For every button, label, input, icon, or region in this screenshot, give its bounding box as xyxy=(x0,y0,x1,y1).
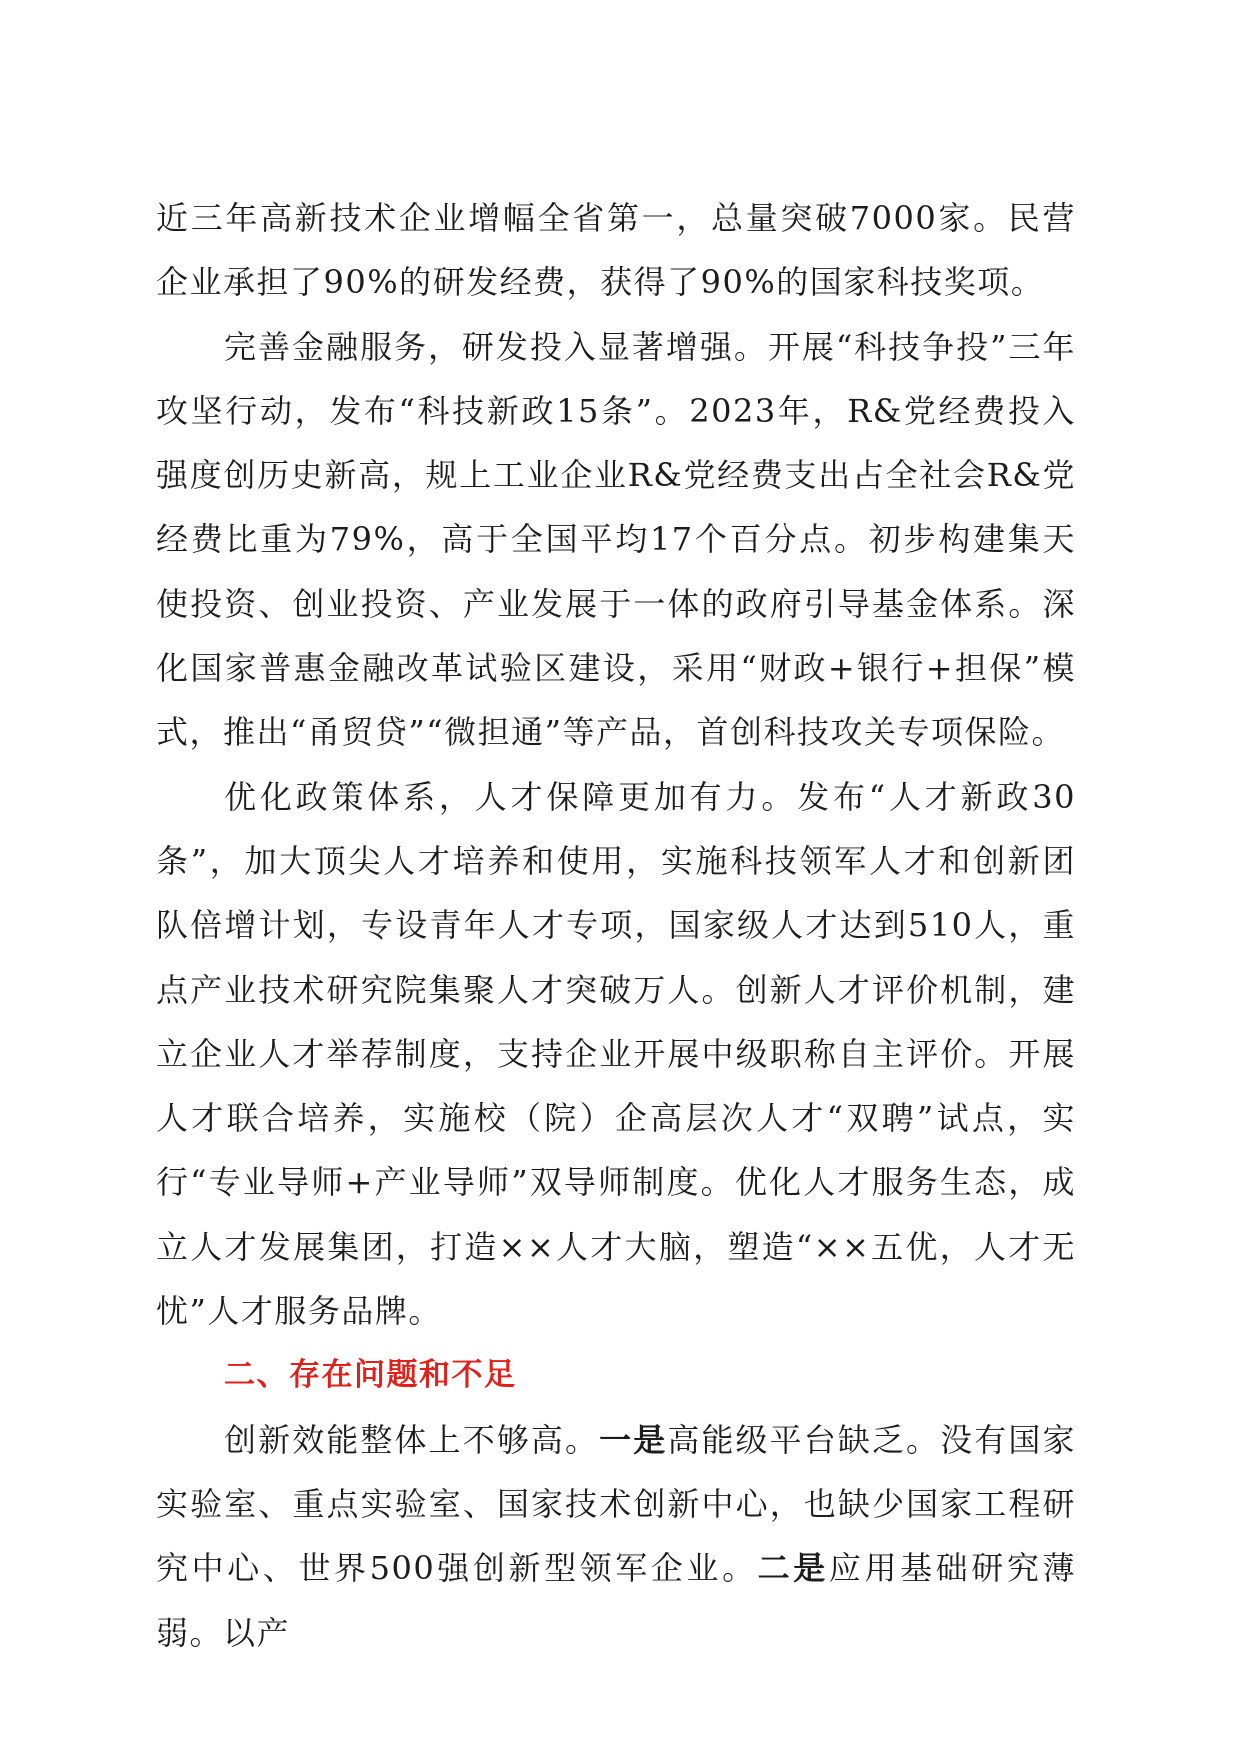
paragraph-enterprises: 近三年高新技术企业增幅全省第一，总量突破7000家。民营企业承担了90%的研发经费，获得了90%的国家科技奖项。 xyxy=(156,199,1076,302)
paragraph-text-segment: 应用基础研究薄弱。以产 xyxy=(156,1549,1076,1652)
paragraph-financial-services: 完善金融服务，研发投入显著增强。开展“科技争投”三年攻坚行动，发布“科技新政15条”。2023年，R&党经费投入强度创历史新高，规上工业企业R&党经费支出占全社会R&党经费比重为79%，高于全国平均17个百分点。初步构建集天使投资、创业投资、产业发展于一体的政府引导基金体系。深化国家普惠金融改革试验区建设，采用“财政+银行+担保”模式，推出“甬贸贷”“微担通”等产品，首创科技攻关专项保险。 xyxy=(156,327,1076,752)
paragraph-text-segment: 高能级平台缺乏。没有国家实验室、重点实验室、国家技术创新中心，也缺少国家工程研究中心、世界500强创新型领军企业。 xyxy=(156,1420,1076,1588)
emphasis-second: 二是 xyxy=(757,1549,829,1588)
paragraph-innovation-efficiency xyxy=(156,1408,1076,1665)
paragraph-talent-policy: 优化政策体系，人才保障更加有力。发布“人才新政30条”，加大顶尖人才培养和使用，实施科技领军人才和创新团队倍增计划，专设青年人才专项，国家级人才达到510人，重点产业技术研究院集聚人才突破万人。创新人才评价机制，建立企业人才举荐制度，支持企业开展中级职称自主评价。开展人才联合培养，实施校（院）企高层次人才“双聘”试点，实行“专业导师+产业导师”双导师制度。优化人才服务生态，成立人才发展集团，打造××人才大脑，塑造“××五优，人才无忧”人才服务品牌。 xyxy=(156,777,1076,1331)
paragraph-text-segment: 创新效能整体上不够高。 xyxy=(224,1420,600,1459)
emphasis-first: 一是 xyxy=(599,1420,668,1459)
section-heading-problems: 二、存在问题和不足 xyxy=(224,1357,517,1394)
document-body xyxy=(156,186,1076,1665)
